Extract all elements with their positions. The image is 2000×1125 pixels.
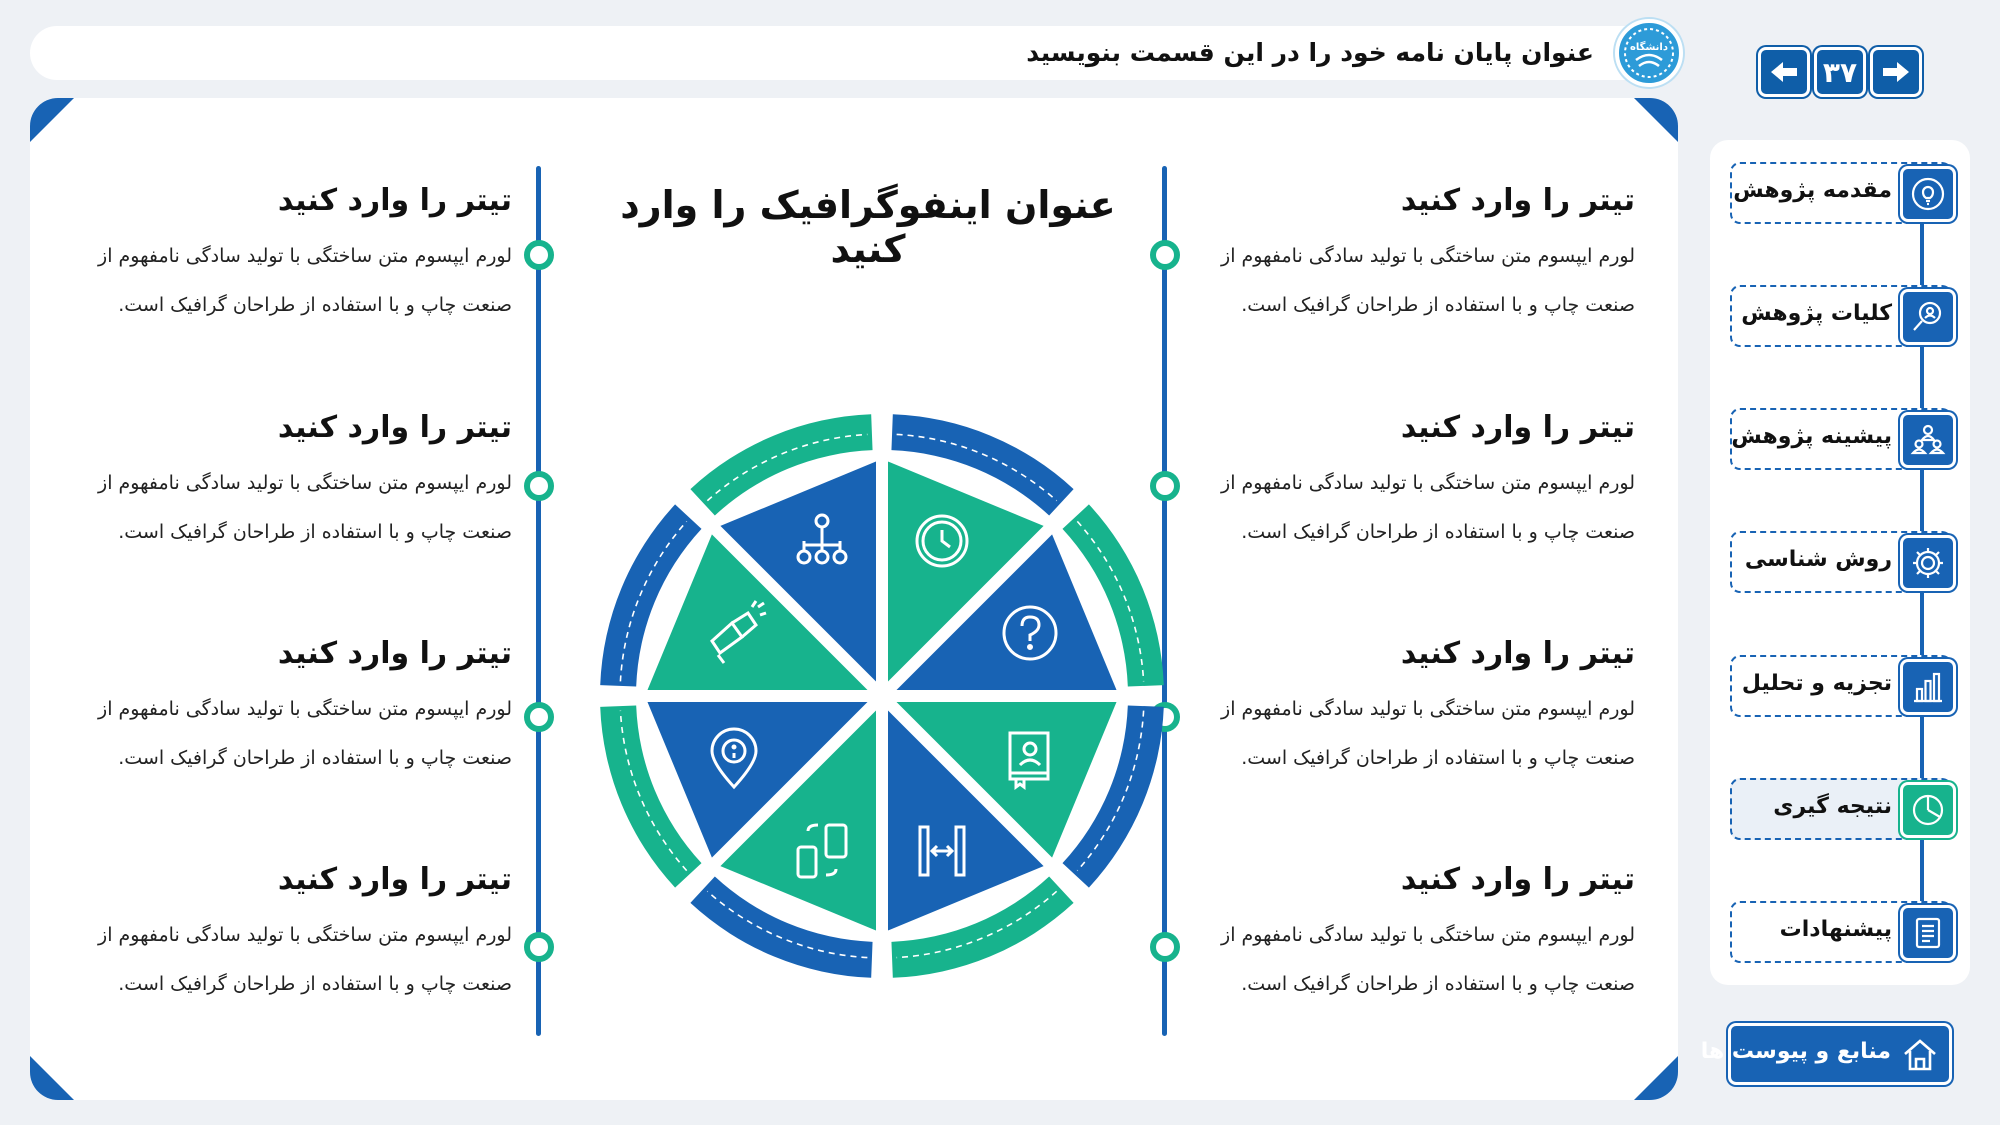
item-desc-line: لورم ایپسوم متن ساختگی با تولید سادگی نامفهوم از — [1221, 245, 1635, 267]
item-desc-line: صنعت چاپ و با استفاده از طراحان گرافیک است. — [118, 973, 512, 995]
right-info-item — [1195, 410, 1635, 557]
previous-slide-button[interactable] — [1758, 47, 1810, 97]
item-title: تیتر را وارد کنید — [277, 183, 512, 218]
item-desc-line: صنعت چاپ و با استفاده از طراحان گرافیک است. — [1241, 294, 1635, 316]
resources-label: منابع و پیوست ها — [1700, 1039, 1891, 1064]
timeline-dot — [524, 471, 554, 501]
timeline-dot — [524, 932, 554, 962]
logo-emblem-icon — [1622, 26, 1676, 80]
item-desc-line: لورم ایپسوم متن ساختگی با تولید سادگی نامفهوم از — [98, 924, 512, 946]
sidebar-item-analysis[interactable] — [1730, 655, 1952, 717]
item-desc-line: صنعت چاپ و با استفاده از طراحان گرافیک است. — [118, 521, 512, 543]
right-info-item — [1195, 862, 1635, 1009]
item-title: تیتر را وارد کنید — [1400, 410, 1635, 445]
item-title: تیتر را وارد کنید — [277, 410, 512, 445]
title-bar — [30, 26, 1680, 80]
item-desc-line: صنعت چاپ و با استفاده از طراحان گرافیک است. — [1241, 521, 1635, 543]
clock-icon — [917, 516, 967, 566]
item-title: تیتر را وارد کنید — [1400, 636, 1635, 671]
sidebar-item-suggestions[interactable] — [1730, 901, 1952, 963]
sidebar-item-label: کلیات پژوهش — [1741, 301, 1892, 326]
timeline-dot — [524, 240, 554, 270]
corner-decoration — [1634, 98, 1678, 142]
item-title: تیتر را وارد کنید — [1400, 183, 1635, 218]
corner-decoration — [1634, 1056, 1678, 1100]
sidebar-item-label: نتیجه گیری — [1773, 794, 1892, 819]
svg-text:دانشگاه: دانشگاه — [1630, 42, 1668, 53]
document-icon — [1900, 905, 1956, 961]
home-icon — [1901, 1036, 1939, 1074]
arrow-left-icon — [1769, 60, 1799, 84]
sidebar-item-label: روش شناسی — [1744, 547, 1892, 572]
timeline-dot — [524, 702, 554, 732]
presentation-title: عنوان پایان نامه خود را در این قسمت بنویسید — [1026, 38, 1594, 67]
item-desc-line: صنعت چاپ و با استفاده از طراحان گرافیک است. — [1241, 747, 1635, 769]
corner-decoration — [30, 98, 74, 142]
item-desc-line: لورم ایپسوم متن ساختگی با تولید سادگی نامفهوم از — [98, 245, 512, 267]
resources-button[interactable] — [1700, 1023, 1952, 1085]
sidebar-item-label: پیشنهادات — [1779, 917, 1892, 942]
sidebar-item-introduction[interactable] — [1730, 162, 1952, 224]
left-info-item — [72, 183, 512, 330]
bar-chart-icon — [1900, 659, 1956, 715]
left-info-item — [72, 862, 512, 1009]
item-title: تیتر را وارد کنید — [277, 636, 512, 671]
arrow-right-icon — [1881, 60, 1911, 84]
search-user-icon — [1900, 289, 1956, 345]
sidebar-item-methodology[interactable] — [1730, 531, 1952, 593]
sidebar-item-conclusion[interactable] — [1730, 778, 1952, 840]
timeline-dot — [1150, 240, 1180, 270]
left-timeline-line — [536, 166, 541, 1036]
item-desc-line: صنعت چاپ و با استفاده از طراحان گرافیک است. — [1241, 973, 1635, 995]
right-info-item — [1195, 636, 1635, 783]
left-info-item — [72, 410, 512, 557]
gear-icon — [1900, 535, 1956, 591]
sidebar-item-label: تجزیه و تحلیل — [1741, 671, 1892, 696]
item-desc-line: لورم ایپسوم متن ساختگی با تولید سادگی نامفهوم از — [98, 698, 512, 720]
infographic-wheel — [600, 414, 1164, 978]
main-slide-card — [30, 98, 1678, 1100]
wheel-segments — [640, 454, 1124, 938]
item-desc-line: صنعت چاپ و با استفاده از طراحان گرافیک است. — [118, 747, 512, 769]
next-slide-button[interactable] — [1870, 47, 1922, 97]
item-title: تیتر را وارد کنید — [277, 862, 512, 897]
item-title: تیتر را وارد کنید — [1400, 862, 1635, 897]
sidebar-item-label: مقدمه پژوهش — [1733, 178, 1892, 203]
sidebar-item-generalities[interactable] — [1730, 285, 1952, 347]
page-number: ۳۷ — [1814, 47, 1866, 97]
pie-chart-icon — [1900, 782, 1956, 838]
sidebar-item-background[interactable] — [1730, 408, 1952, 470]
lightbulb-icon — [1900, 166, 1956, 222]
sidebar-item-label: پیشینه پژوهش — [1731, 424, 1892, 449]
team-icon — [1900, 412, 1956, 468]
university-logo — [1615, 19, 1683, 87]
item-desc-line: لورم ایپسوم متن ساختگی با تولید سادگی نامفهوم از — [1221, 472, 1635, 494]
left-info-item — [72, 636, 512, 783]
corner-decoration — [30, 1056, 74, 1100]
right-info-item — [1195, 183, 1635, 330]
infographic-title: عنوان اینفوگرافیک را وارد کنید — [620, 183, 1116, 271]
item-desc-line: لورم ایپسوم متن ساختگی با تولید سادگی نامفهوم از — [98, 472, 512, 494]
item-desc-line: لورم ایپسوم متن ساختگی با تولید سادگی نامفهوم از — [1221, 924, 1635, 946]
item-desc-line: لورم ایپسوم متن ساختگی با تولید سادگی نامفهوم از — [1221, 698, 1635, 720]
item-desc-line: صنعت چاپ و با استفاده از طراحان گرافیک است. — [118, 294, 512, 316]
